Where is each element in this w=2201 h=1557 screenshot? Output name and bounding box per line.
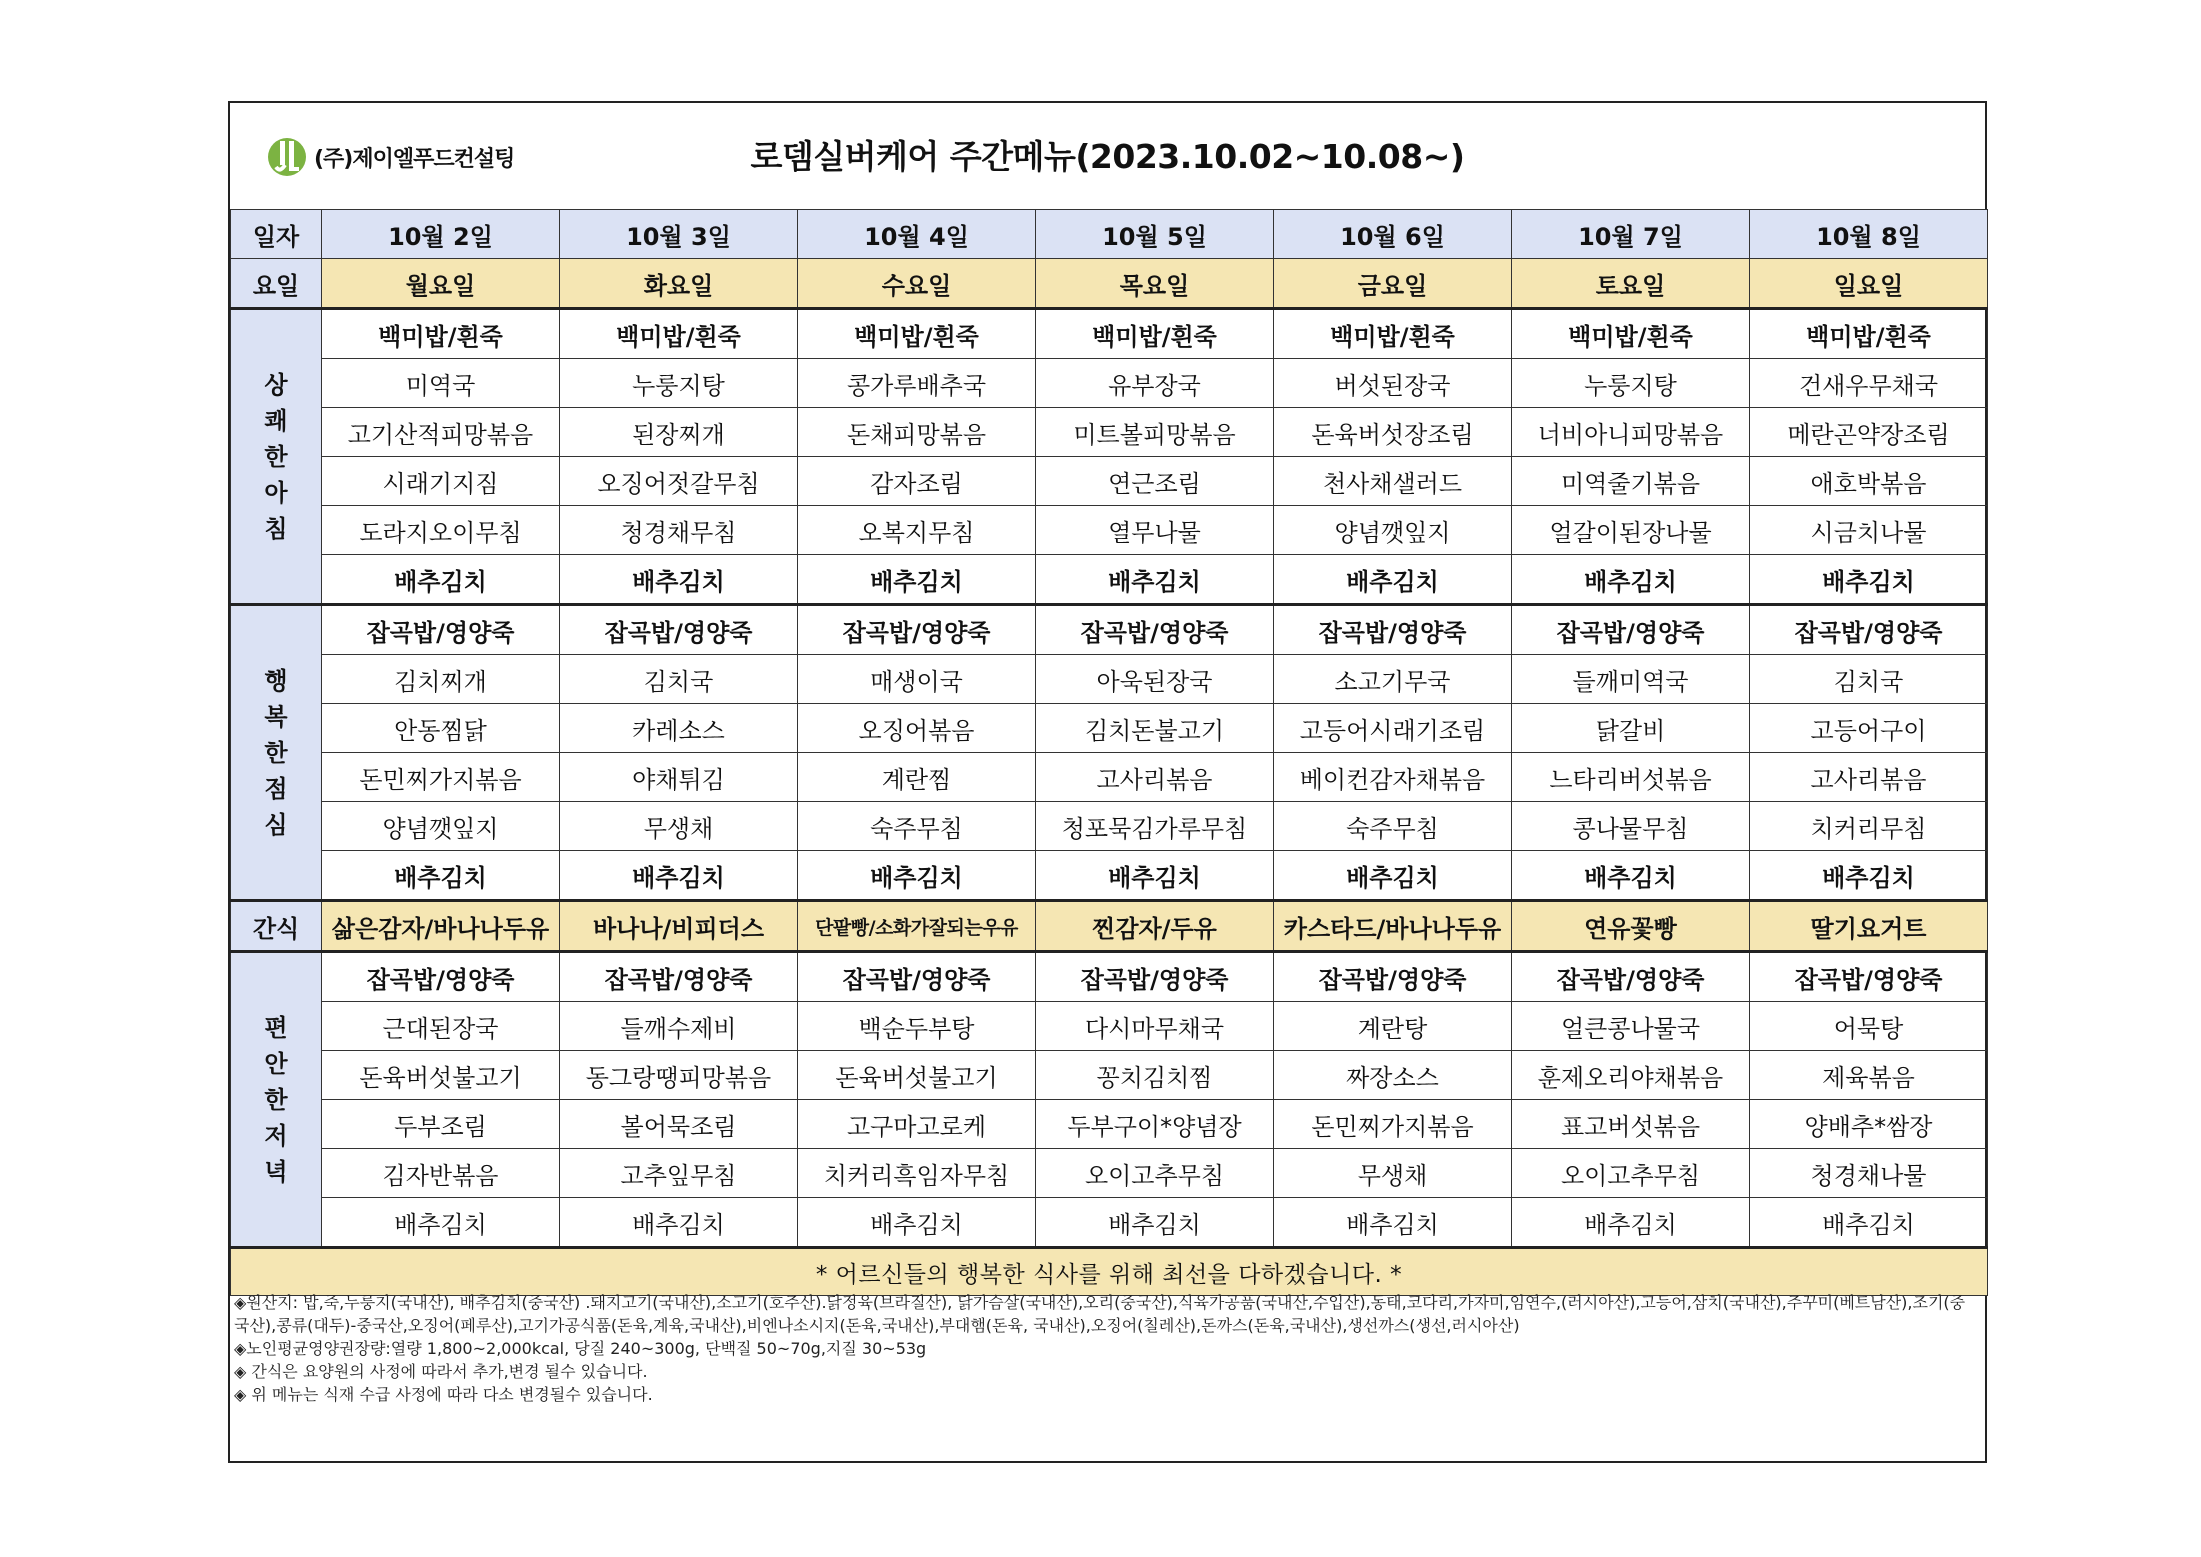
lunch-label-char: 행 xyxy=(264,666,288,695)
menu-item: 카레소스 xyxy=(560,704,798,753)
day-cell: 토요일 xyxy=(1512,259,1750,309)
day-cell: 화요일 xyxy=(560,259,798,309)
lunch-row xyxy=(231,802,1988,851)
menu-item: 시래기지짐 xyxy=(322,457,560,506)
menu-item: 잡곡밥/영양죽 xyxy=(1036,605,1274,655)
menu-item: 백미밥/흰죽 xyxy=(798,309,1036,359)
menu-item: 무생채 xyxy=(1274,1149,1512,1198)
date-cell: 10월 7일 xyxy=(1512,210,1750,259)
snack-row xyxy=(231,901,1988,952)
menu-item: 양념깻잎지 xyxy=(322,802,560,851)
lunch-row xyxy=(231,655,1988,704)
menu-item: 매생이국 xyxy=(798,655,1036,704)
menu-item: 청포묵김가루무침 xyxy=(1036,802,1274,851)
menu-item: 배추김치 xyxy=(322,555,560,605)
menu-item: 훈제오리야채볶음 xyxy=(1512,1051,1750,1100)
menu-item: 고구마고로케 xyxy=(798,1100,1036,1149)
date-cell: 10월 6일 xyxy=(1274,210,1512,259)
lunch-label-char: 점 xyxy=(264,774,288,803)
menu-item: 열무나물 xyxy=(1036,506,1274,555)
menu-item: 고기산적피망볶음 xyxy=(322,408,560,457)
menu-item: 배추김치 xyxy=(1036,555,1274,605)
dinner-label-char: 편 xyxy=(264,1013,288,1042)
date-row xyxy=(231,210,1988,259)
menu-item: 백미밥/흰죽 xyxy=(1274,309,1512,359)
menu-item: 치커리무침 xyxy=(1750,802,1988,851)
menu-item: 백순두부탕 xyxy=(798,1002,1036,1051)
menu-item: 누룽지탕 xyxy=(560,359,798,408)
menu-item: 들깨미역국 xyxy=(1512,655,1750,704)
breakfast-row xyxy=(231,359,1988,408)
menu-item: 배추김치 xyxy=(1512,851,1750,901)
breakfast-label-char: 상 xyxy=(264,370,288,399)
menu-item: 연근조림 xyxy=(1036,457,1274,506)
note-line: ◈원산지: 밥,죽,누룽지(국내산), 배추김치(중국산) .돼지고기(국내산),소고기(호주산).닭정육(브라질산), 닭가슴살(국내산),오리(중국산),식육가공품(국내산,수입산),동태,코다리,가자미,임연수,(러시아산),고등어,삼치(국내산),주꾸미(베트남산),조기(중국산),콩류(대두)-중국산,오징어(페루산),고기가공식품(돈육,계육,국내산),비엔나소시지(돈육,국내산),부대햄(돈육, 국내산),오징어(칠레산),돈까스(돈육,국내산),생선까스(생선,러시아산) xyxy=(234,1293,1966,1335)
menu-item: 배추김치 xyxy=(1036,1198,1274,1248)
menu-item: 메란곤약장조림 xyxy=(1750,408,1988,457)
date-label: 일자 xyxy=(231,210,322,259)
menu-item: 돈민찌가지볶음 xyxy=(322,753,560,802)
date-cell: 10월 8일 xyxy=(1750,210,1988,259)
menu-item: 오이고추무침 xyxy=(1036,1149,1274,1198)
menu-item: 잡곡밥/영양죽 xyxy=(1274,605,1512,655)
snack-cell: 바나나/비피더스 xyxy=(560,901,798,952)
note-line: ◈ 간식은 요양원의 사정에 따라서 추가,변경 될수 있습니다. xyxy=(234,1362,648,1381)
menu-item: 도라지오이무침 xyxy=(322,506,560,555)
date-cell: 10월 4일 xyxy=(798,210,1036,259)
notes-section xyxy=(234,1291,1979,1406)
menu-item: 미역줄기볶음 xyxy=(1512,457,1750,506)
menu-item: 배추김치 xyxy=(1750,555,1988,605)
lunch-label-char: 심 xyxy=(264,810,288,839)
menu-item: 유부장국 xyxy=(1036,359,1274,408)
menu-item: 들깨수제비 xyxy=(560,1002,798,1051)
menu-item: 닭갈비 xyxy=(1512,704,1750,753)
menu-item: 백미밥/흰죽 xyxy=(1036,309,1274,359)
menu-item: 배추김치 xyxy=(1750,851,1988,901)
menu-item: 백미밥/흰죽 xyxy=(560,309,798,359)
weekly-menu-table xyxy=(230,209,1988,1296)
menu-item: 배추김치 xyxy=(1274,1198,1512,1248)
menu-item: 숙주무침 xyxy=(798,802,1036,851)
menu-item: 얼큰콩나물국 xyxy=(1512,1002,1750,1051)
menu-item: 김자반볶음 xyxy=(322,1149,560,1198)
dinner-row xyxy=(231,1051,1988,1100)
menu-item: 잡곡밥/영양죽 xyxy=(1036,952,1274,1002)
menu-item: 애호박볶음 xyxy=(1750,457,1988,506)
menu-item: 양배추*쌈장 xyxy=(1750,1100,1988,1149)
menu-item: 잡곡밥/영양죽 xyxy=(1512,605,1750,655)
snack-cell: 단팥빵/소화가잘되는우유 xyxy=(798,901,1036,952)
menu-item: 계란찜 xyxy=(798,753,1036,802)
day-cell: 수요일 xyxy=(798,259,1036,309)
menu-item: 백미밥/흰죽 xyxy=(322,309,560,359)
dinner-row xyxy=(231,1002,1988,1051)
menu-item: 잡곡밥/영양죽 xyxy=(798,952,1036,1002)
menu-item: 두부구이*양념장 xyxy=(1036,1100,1274,1149)
menu-item: 숙주무침 xyxy=(1274,802,1512,851)
menu-item: 어묵탕 xyxy=(1750,1002,1988,1051)
menu-item: 잡곡밥/영양죽 xyxy=(560,952,798,1002)
lunch-label-char: 한 xyxy=(264,738,288,767)
menu-item: 표고버섯볶음 xyxy=(1512,1100,1750,1149)
menu-item: 오이고추무침 xyxy=(1512,1149,1750,1198)
dinner-label-char: 안 xyxy=(264,1049,288,1078)
menu-item: 배추김치 xyxy=(560,851,798,901)
menu-sheet xyxy=(228,101,1987,1463)
menu-item: 감자조림 xyxy=(798,457,1036,506)
menu-item: 배추김치 xyxy=(1512,555,1750,605)
day-cell: 금요일 xyxy=(1274,259,1512,309)
menu-item: 콩나물무침 xyxy=(1512,802,1750,851)
menu-item: 배추김치 xyxy=(560,555,798,605)
menu-item: 잡곡밥/영양죽 xyxy=(1750,605,1988,655)
dinner-row xyxy=(231,952,1988,1002)
menu-item: 청경채나물 xyxy=(1750,1149,1988,1198)
menu-item: 소고기무국 xyxy=(1274,655,1512,704)
breakfast-row xyxy=(231,506,1988,555)
snack-cell: 딸기요거트 xyxy=(1750,901,1988,952)
day-cell: 월요일 xyxy=(322,259,560,309)
menu-item: 돈민찌가지볶음 xyxy=(1274,1100,1512,1149)
menu-item: 배추김치 xyxy=(798,555,1036,605)
menu-item: 배추김치 xyxy=(1274,851,1512,901)
dinner-label xyxy=(231,952,322,1248)
menu-item: 볼어묵조림 xyxy=(560,1100,798,1149)
menu-item: 잡곡밥/영양죽 xyxy=(322,952,560,1002)
menu-item: 배추김치 xyxy=(798,851,1036,901)
menu-item: 양념깻잎지 xyxy=(1274,506,1512,555)
header xyxy=(230,103,1985,211)
menu-item: 제육볶음 xyxy=(1750,1051,1988,1100)
breakfast-label-char: 아 xyxy=(264,478,288,507)
menu-item: 배추김치 xyxy=(1274,555,1512,605)
menu-item: 배추김치 xyxy=(1036,851,1274,901)
date-cell: 10월 2일 xyxy=(322,210,560,259)
menu-item: 짜장소스 xyxy=(1274,1051,1512,1100)
menu-item: 무생채 xyxy=(560,802,798,851)
menu-item: 콩가루배추국 xyxy=(798,359,1036,408)
snack-cell: 카스타드/바나나두유 xyxy=(1274,901,1512,952)
breakfast-row xyxy=(231,457,1988,506)
menu-item: 배추김치 xyxy=(322,851,560,901)
menu-item: 배추김치 xyxy=(1750,1198,1988,1248)
menu-item: 미역국 xyxy=(322,359,560,408)
dinner-row xyxy=(231,1149,1988,1198)
menu-item: 청경채무침 xyxy=(560,506,798,555)
menu-item: 백미밥/흰죽 xyxy=(1512,309,1750,359)
dinner-label-char: 저 xyxy=(264,1121,288,1150)
menu-item: 오징어볶음 xyxy=(798,704,1036,753)
menu-item: 치커리흑임자무침 xyxy=(798,1149,1036,1198)
menu-item: 고사리볶음 xyxy=(1036,753,1274,802)
breakfast-label-char: 침 xyxy=(264,514,288,543)
menu-item: 김치찌개 xyxy=(322,655,560,704)
lunch-row xyxy=(231,851,1988,901)
menu-item: 돈육버섯장조림 xyxy=(1274,408,1512,457)
menu-item: 배추김치 xyxy=(560,1198,798,1248)
menu-item: 잡곡밥/영양죽 xyxy=(560,605,798,655)
date-cell: 10월 3일 xyxy=(560,210,798,259)
date-cell: 10월 5일 xyxy=(1036,210,1274,259)
menu-item: 김치국 xyxy=(560,655,798,704)
menu-item: 잡곡밥/영양죽 xyxy=(1512,952,1750,1002)
menu-item: 계란탕 xyxy=(1274,1002,1512,1051)
menu-item: 잡곡밥/영양죽 xyxy=(1750,952,1988,1002)
snack-cell: 삶은감자/바나나두유 xyxy=(322,901,560,952)
menu-item: 시금치나물 xyxy=(1750,506,1988,555)
menu-item: 누룽지탕 xyxy=(1512,359,1750,408)
day-cell: 목요일 xyxy=(1036,259,1274,309)
note-line: ◈노인평균영양권장량:열량 1,800~2,000kcal, 당질 240~300g, 단백질 50~70g,지질 30~53g xyxy=(234,1339,927,1358)
menu-item: 오징어젓갈무침 xyxy=(560,457,798,506)
footer-row xyxy=(231,1248,1988,1296)
menu-item: 꽁치김치찜 xyxy=(1036,1051,1274,1100)
menu-item: 느타리버섯볶음 xyxy=(1512,753,1750,802)
menu-item: 고등어시래기조림 xyxy=(1274,704,1512,753)
dinner-label-char: 녁 xyxy=(264,1157,288,1186)
lunch-row xyxy=(231,753,1988,802)
menu-item: 다시마무채국 xyxy=(1036,1002,1274,1051)
menu-item: 건새우무채국 xyxy=(1750,359,1988,408)
menu-item: 잡곡밥/영양죽 xyxy=(798,605,1036,655)
menu-item: 잡곡밥/영양죽 xyxy=(1274,952,1512,1002)
menu-item: 김치국 xyxy=(1750,655,1988,704)
menu-item: 아욱된장국 xyxy=(1036,655,1274,704)
lunch-row xyxy=(231,704,1988,753)
menu-item: 된장찌개 xyxy=(560,408,798,457)
day-cell: 일요일 xyxy=(1750,259,1988,309)
breakfast-label xyxy=(231,309,322,605)
menu-item: 너비아니피망볶음 xyxy=(1512,408,1750,457)
dinner-row xyxy=(231,1198,1988,1248)
menu-item: 안동찜닭 xyxy=(322,704,560,753)
menu-item: 천사채샐러드 xyxy=(1274,457,1512,506)
menu-item: 백미밥/흰죽 xyxy=(1750,309,1988,359)
lunch-label-char: 복 xyxy=(264,702,288,731)
dinner-row xyxy=(231,1100,1988,1149)
day-label: 요일 xyxy=(231,259,322,309)
lunch-row xyxy=(231,605,1988,655)
menu-item: 오복지무침 xyxy=(798,506,1036,555)
menu-item: 고등어구이 xyxy=(1750,704,1988,753)
footer-message: * 어르신들의 행복한 식사를 위해 최선을 다하겠습니다. * xyxy=(231,1248,1988,1296)
menu-item: 근대된장국 xyxy=(322,1002,560,1051)
snack-cell: 연유꽃빵 xyxy=(1512,901,1750,952)
note-line: ◈ 위 메뉴는 식재 수급 사정에 따라 다소 변경될수 있습니다. xyxy=(234,1385,653,1404)
breakfast-label-char: 쾌 xyxy=(264,406,288,435)
menu-item: 고추잎무침 xyxy=(560,1149,798,1198)
menu-item: 동그랑땡피망볶음 xyxy=(560,1051,798,1100)
breakfast-row xyxy=(231,309,1988,359)
menu-item: 두부조림 xyxy=(322,1100,560,1149)
page-title: 로뎀실버케어 주간메뉴(2023.10.02~10.08~) xyxy=(750,137,1465,176)
lunch-label xyxy=(231,605,322,901)
menu-item: 배추김치 xyxy=(1512,1198,1750,1248)
dinner-label-char: 한 xyxy=(264,1085,288,1114)
menu-item: 돈채피망볶음 xyxy=(798,408,1036,457)
menu-item: 고사리볶음 xyxy=(1750,753,1988,802)
menu-item: 돈육버섯불고기 xyxy=(798,1051,1036,1100)
menu-item: 잡곡밥/영양죽 xyxy=(322,605,560,655)
breakfast-row xyxy=(231,408,1988,457)
menu-item: 배추김치 xyxy=(798,1198,1036,1248)
menu-item: 베이컨감자채볶음 xyxy=(1274,753,1512,802)
breakfast-row xyxy=(231,555,1988,605)
menu-item: 얼갈이된장나물 xyxy=(1512,506,1750,555)
menu-item: 버섯된장국 xyxy=(1274,359,1512,408)
company-name: (주)제이엘푸드컨설팅 xyxy=(314,146,515,172)
menu-item: 야채튀김 xyxy=(560,753,798,802)
snack-label: 간식 xyxy=(231,901,322,952)
menu-item: 미트볼피망볶음 xyxy=(1036,408,1274,457)
snack-cell: 찐감자/두유 xyxy=(1036,901,1274,952)
menu-item: 김치돈불고기 xyxy=(1036,704,1274,753)
day-row xyxy=(231,259,1988,309)
breakfast-label-char: 한 xyxy=(264,442,288,471)
menu-item: 배추김치 xyxy=(322,1198,560,1248)
menu-item: 돈육버섯불고기 xyxy=(322,1051,560,1100)
